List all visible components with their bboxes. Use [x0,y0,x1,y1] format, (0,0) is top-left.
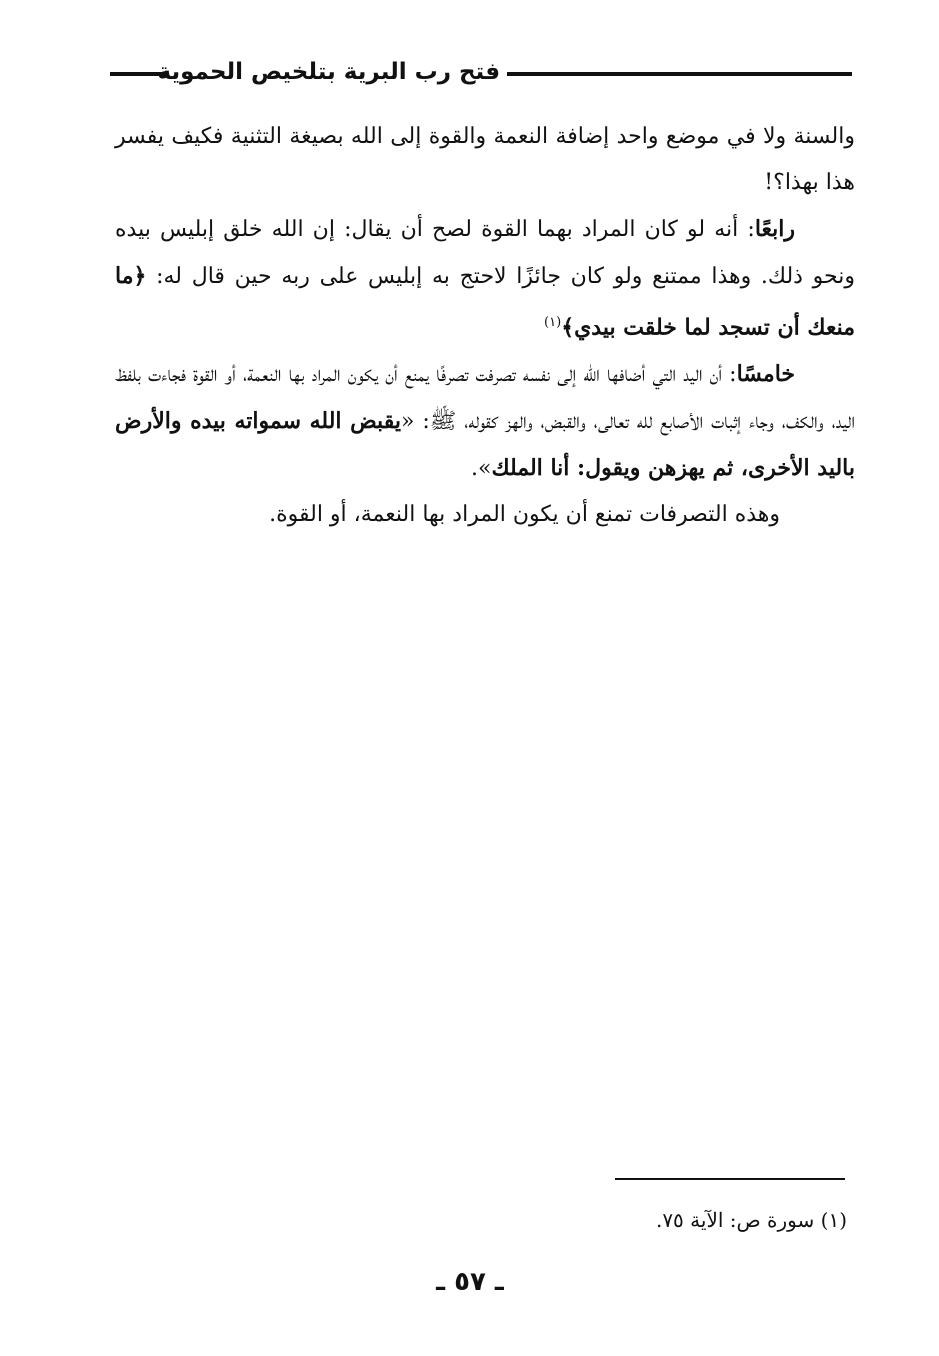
paragraph-3-label: خامسًا [736,361,795,388]
paragraph-2 [115,206,855,351]
quran-quote: ﴿ما منعك أن تسجد لما خلقت بيدي﴾ [115,263,855,341]
main-text [115,114,855,538]
footnote: (١) سورة ص: الآية ٧٥. [655,1208,847,1232]
paragraph-2-label: رابعًا [754,216,795,242]
running-header [110,52,852,92]
page-number: ـ ٥٧ ـ [436,1267,504,1297]
header-rule-right [507,72,852,76]
hadith-quote: يقبض الله سمواته بيده والأرض باليد الأخرى، ثم يهزهن ويقول: أنا الملك [115,408,855,482]
header-title: فتح رب البرية بتلخيص الحموية [157,59,500,85]
paragraph-4: وهذه التصرفات تمنع أن يكون المراد بها النعمة، أو القوة. [269,502,780,528]
paragraph-3-text: : أن اليد التي أضافها الله إلى نفسه تصرفت تصرفًا يمنع أن يكون المراد بها النعمة، أو القوة فجاءت بلفظ اليد، والكف، وجاء إثبات الأصابع لله تعالى، والقبض، والهز كقوله، ﷺ: « [115,362,855,435]
footnote-ref: (١) [544,315,562,330]
paragraph-3-end: ». [470,456,492,482]
paragraph-2-text: : أنه لو كان المراد بهما القوة لصح أن يقال: إن الله خلق إبليس بيده ونحو ذلك. وهذا ممتنع ولو كان جائزًا لاحتج به إبليس على ربه حين قال له: [115,217,855,289]
paragraph-1: والسنة ولا في موضع واحد إضافة النعمة والقوة إلى الله بصيغة التثنية فكيف يفسر هذا بهذا؟! [115,124,855,195]
footnote-divider [615,1178,845,1180]
paragraph-3 [115,351,855,492]
